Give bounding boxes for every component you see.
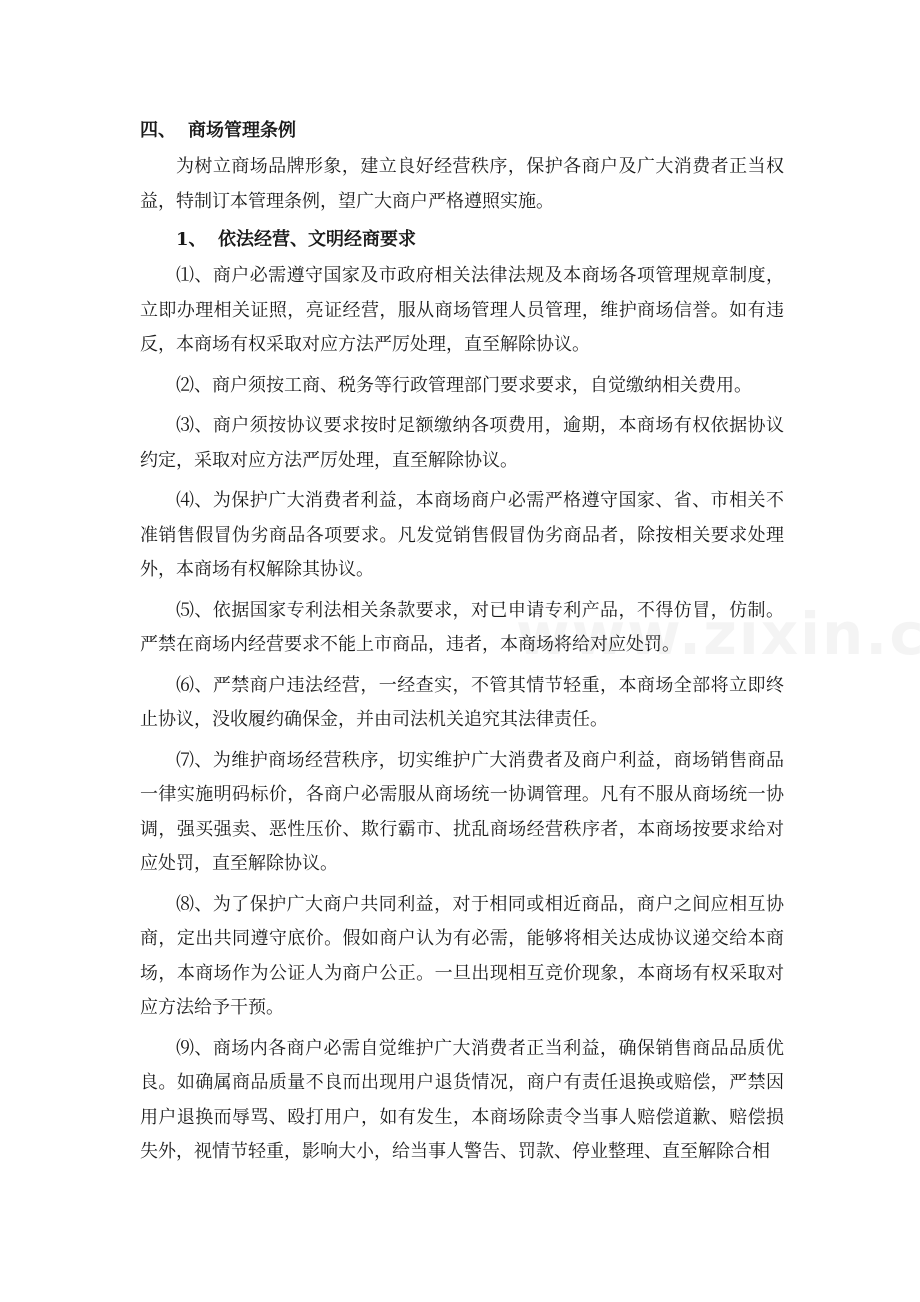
rule-item-5: ⑸、依据国家专利法相关条款要求，对已申请专利产品，不得仿冒，仿制。严禁在商场内经营要求不能上市商品，违者，本商场将给对应处罚。: [140, 599, 784, 655]
rule-item-9: ⑼、商场内各商户必需自觉维护广大消费者正当利益，确保销售商品品质优良。如确属商品质量不良而出现用户退货情况，商户有责任退换或赔偿，严禁因用户退换而辱骂、殴打用户，如有发生，本商场除责令当事人赔偿道歉、赔偿损失外，视情节轻重，影响大小，给当事人警告、罚款、停业整理、直至解除合相: [140, 1037, 784, 1162]
subsection-heading: [140, 225, 784, 255]
rule-item-4: ⑷、为保护广大消费者利益，本商场商户必需严格遵守国家、省、市相关不准销售假冒伪劣商品各项要求。凡发觉销售假冒伪劣商品者，除按相关要求处理外，本商场有权解除其协议。: [140, 490, 784, 580]
rule-item-2: ⑵、商户须按工商、税务等行政管理部门要求要求，自觉缴纳相关费用。: [176, 374, 752, 396]
document-page: [140, 116, 784, 1176]
section-heading: [140, 116, 784, 146]
rule-item-3: ⑶、商户须按协议要求按时足额缴纳各项费用，逾期，本商场有权依据协议约定，采取对应方法严厉处理，直至解除协议。: [140, 415, 784, 471]
rule-item-6: ⑹、严禁商户违法经营，一经查实，不管其情节轻重，本商场全部将立即终止协议，没收履约确保金，并由司法机关追究其法律责任。: [140, 674, 784, 730]
section-number: 四、: [140, 120, 176, 141]
rule-item-7: ⑺、为维护商场经营秩序，切实维护广大消费者及商户利益，商场销售商品一律实施明码标价，各商户必需服从商场统一协调管理。凡有不服从商场统一协调，强买强卖、恶性压价、欺行霸市、扰乱商场经营秩序者，本商场按要求给对应处罚，直至解除协议。: [140, 749, 784, 874]
section-title: 商场管理条例: [188, 120, 296, 141]
subsection-number: 1、: [176, 229, 207, 250]
rule-item-1: ⑴、商户必需遵守国家及市政府相关法律法规及本商场各项管理规章制度，立即办理相关证照，亮证经营，服从商场管理人员管理，维护商场信誉。如有违反，本商场有权采取对应方法严厉处理，直至解除协议。: [140, 265, 784, 355]
intro-paragraph: 为树立商场品牌形象，建立良好经营秩序，保护各商户及广大消费者正当权益，特制订本管理条例，望广大商户严格遵照实施。: [140, 156, 784, 212]
subsection-title: 依法经营、文明经商要求: [218, 229, 416, 250]
rule-item-8: ⑻、为了保护广大商户共同利益，对于相同或相近商品，商户之间应相互协商，定出共同遵守底价。假如商户认为有必需，能够将相关达成协议递交给本商场，本商场作为公证人为商户公正。一旦出现相互竞价现象，本商场有权采取对应方法给予干预。: [140, 893, 784, 1018]
